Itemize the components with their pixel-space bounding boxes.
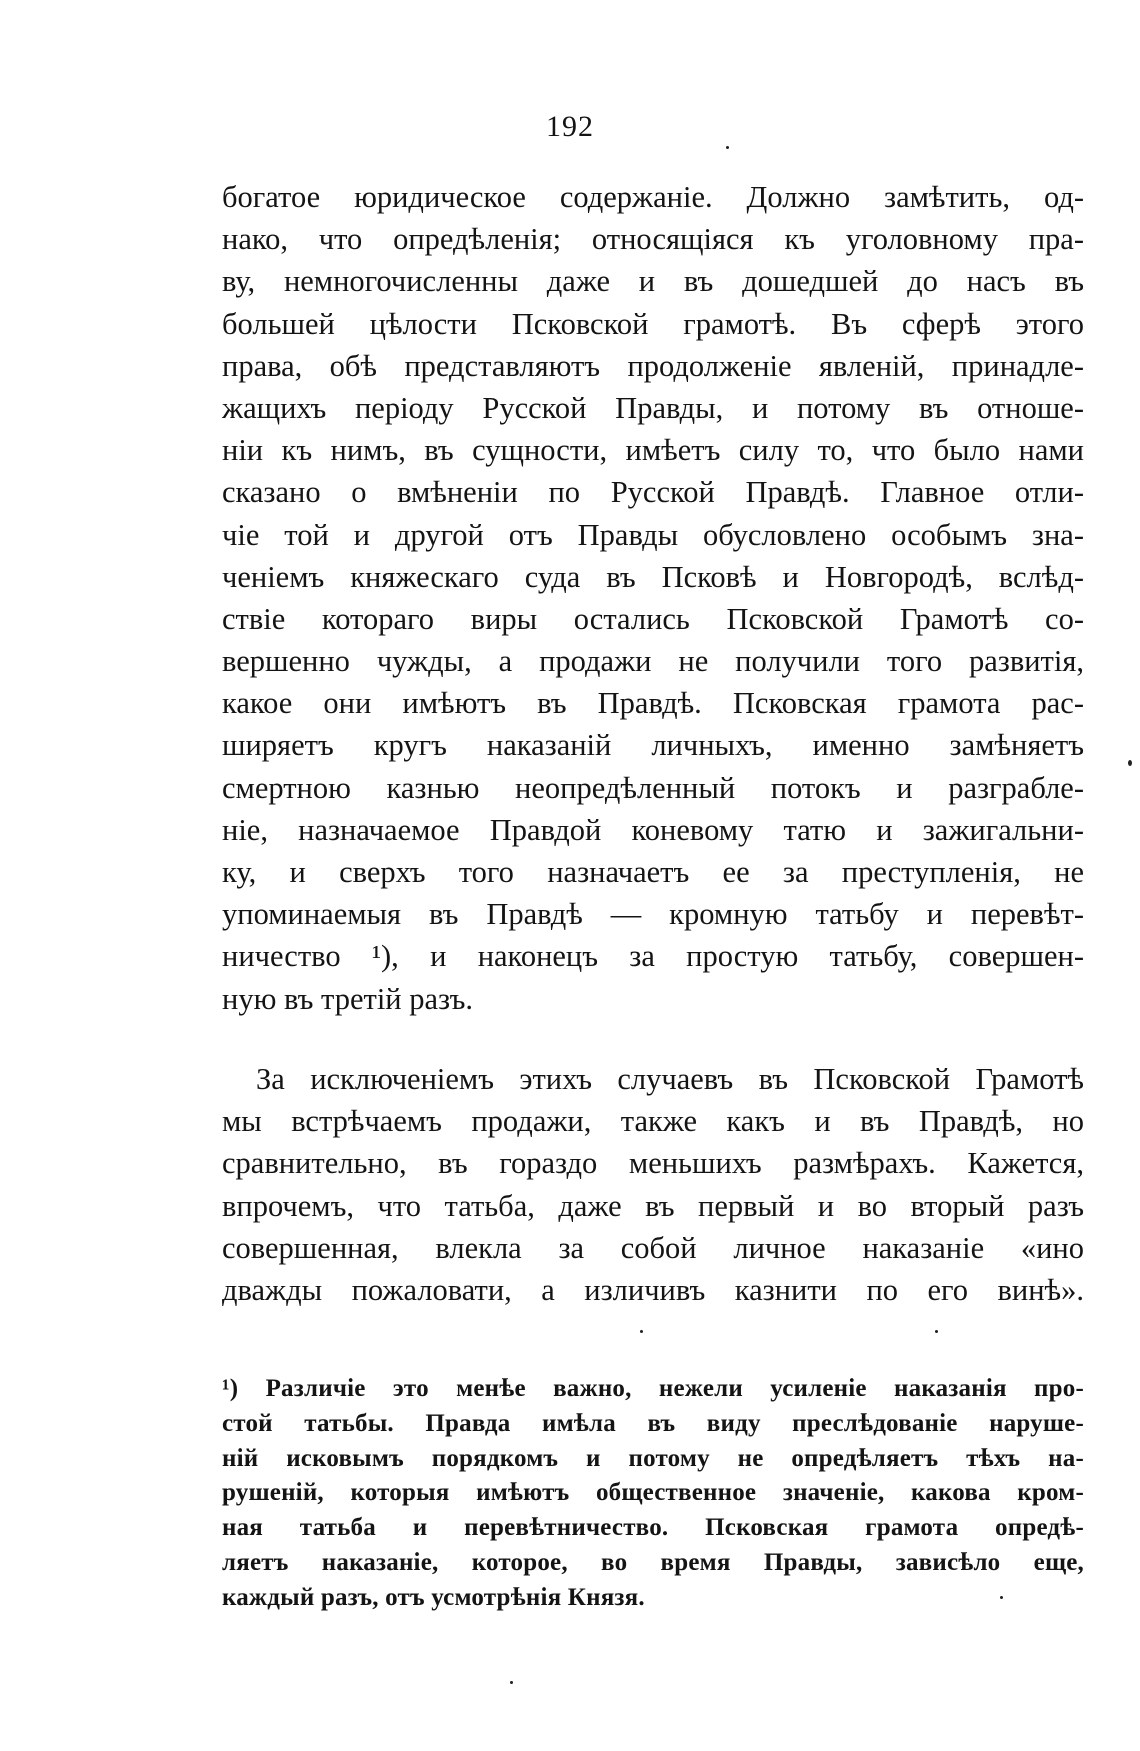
text-line: мы встрѣчаемъ продажи, также какъ и въ Правдѣ, но (222, 1104, 1084, 1139)
text-line: сказано о вмѣненіи по Русской Правдѣ. Главное отли- (222, 475, 1084, 510)
footnote-line: ляетъ наказаніе, которое, во время Правды, зависѣло еще, (222, 1548, 1084, 1576)
paragraph-2 (222, 1058, 1084, 1311)
text-line: вершенно чужды, а продажи не получили того развитія, (222, 644, 1084, 679)
paragraph-1 (222, 176, 1084, 1020)
footnote (222, 1372, 1084, 1616)
text-line: ствіе котораго виры остались Псковской Грамотѣ со- (222, 601, 1084, 636)
footnote-line: рушеній, которыя имѣютъ общественное значеніе, какова кром- (222, 1479, 1084, 1507)
text-line: нако, что опредѣленія; относящіяся къ уголовному пра- (222, 222, 1084, 257)
text-line: дважды пожаловати, а изличивъ казнити по его винѣ». (222, 1272, 1084, 1307)
text-line: ширяетъ кругъ наказаній личныхъ, именно замѣняетъ (222, 728, 1084, 763)
scan-speck (640, 1330, 643, 1333)
text-line: какое они имѣютъ въ Правдѣ. Псковская грамота рас- (222, 686, 1084, 721)
footnote-line: ¹) Различіе это менѣе важно, нежели усиленіе наказанія про- (222, 1375, 1084, 1402)
text-line: жащихъ періоду Русской Правды, и потому въ отноше- (222, 390, 1084, 425)
scan-speck (726, 146, 729, 149)
text-line: За исключеніемъ этихъ случаевъ въ Псковской Грамотѣ (256, 1062, 1084, 1096)
footnote-line: ній исковымъ порядкомъ и потому не опредѣляетъ тѣхъ на- (222, 1444, 1084, 1472)
text-line: совершенная, влекла за собой личное наказаніе «ино (222, 1230, 1084, 1265)
scan-speck (510, 1681, 513, 1684)
scan-speck (935, 1330, 938, 1333)
text-line: чіе той и другой отъ Правды обусловлено особымъ зна- (222, 517, 1084, 552)
text-line: ничество ¹), и наконецъ за простую татьбу, совершен- (222, 939, 1084, 974)
text-line: ніе, назначаемое Правдой коневому татю и зажигальни- (222, 812, 1084, 847)
text-line: богатое юридическое содержаніе. Должно замѣтить, од- (222, 180, 1084, 214)
page-number: 192 (546, 110, 594, 143)
scan-speck (1128, 760, 1132, 766)
text-line: ніи къ нимъ, въ сущности, имѣетъ силу то, что было нами (222, 433, 1084, 468)
text-line: ченіемъ княжескаго суда въ Псковѣ и Новгородѣ, вслѣд- (222, 559, 1084, 594)
text-line: большей цѣлости Псковской грамотѣ. Въ сферѣ этого (222, 306, 1084, 341)
text-line: права, обѣ представляютъ продолженіе явленій, принадле- (222, 348, 1084, 383)
footnote-line: каждый разъ, отъ усмотрѣнія Князя. (222, 1583, 645, 1611)
scan-speck (1000, 1596, 1003, 1599)
text-line: смертною казнью неопредѣленный потокъ и разграбле- (222, 770, 1084, 805)
text-line: впрочемъ, что татьба, даже въ первый и во вторый разъ (222, 1188, 1084, 1223)
text-line: ку, и сверхъ того назначаетъ ее за преступленія, не (222, 855, 1084, 889)
footnote-line: ная татьба и перевѣтничество. Псковская грамота опредѣ- (222, 1514, 1084, 1542)
text-line: ную въ третій разъ. (222, 981, 473, 1016)
text-line: сравнительно, въ гораздо меньшихъ размѣрахъ. Кажется, (222, 1146, 1084, 1181)
footnote-line: стой татьбы. Правда имѣла въ виду преслѣдованіе наруше- (222, 1409, 1084, 1437)
text-line: ву, немногочисленны даже и въ дошедшей до насъ въ (222, 264, 1084, 299)
text-line: упоминаемыя въ Правдѣ — кромную татьбу и перевѣт- (222, 897, 1084, 932)
